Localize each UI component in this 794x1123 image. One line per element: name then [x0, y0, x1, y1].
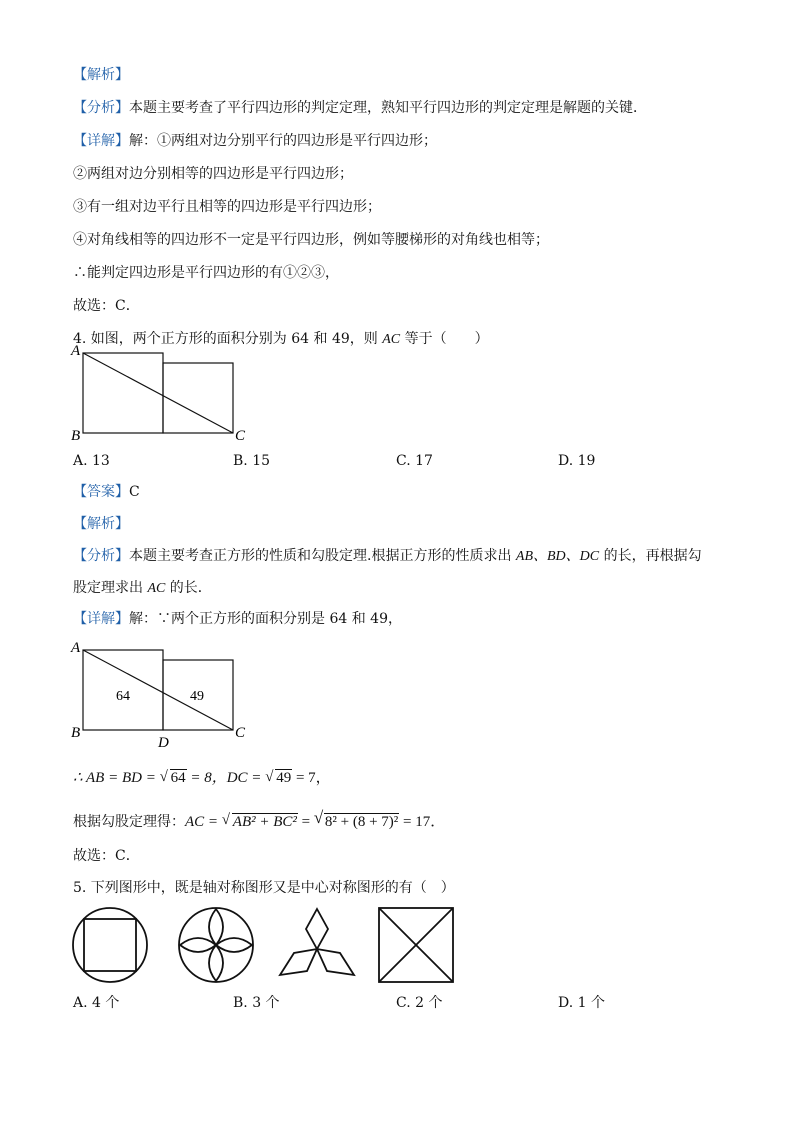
q4-answer [73, 482, 140, 502]
analysis-summary [73, 98, 647, 118]
sqrt-sign-icon: √ [159, 769, 168, 785]
q5-option-b: B. 3 个 [233, 995, 280, 1011]
q4-stem-var: AC [382, 332, 401, 347]
q4-xiangjie-tag: 【详解】 [73, 611, 129, 627]
sqrt-sign-icon: √ [265, 769, 274, 785]
fenxi-tag: 【分析】 [73, 100, 129, 116]
q4-xiangjie-line [73, 609, 402, 629]
q4-stem-pre: 4. 如图，两个正方形的面积分别为 64 和 49，则 [73, 331, 383, 347]
detail-line-5: ∴能判定四边形是平行四边形的有①②③， [73, 265, 339, 281]
small-square [163, 363, 233, 433]
q4-fenxi-line-1 [73, 546, 702, 567]
diagonal-ac [83, 650, 233, 730]
label-a: A [71, 343, 81, 359]
q4-fenxi-text-1a: 本题主要考查正方形的性质和勾股定理.根据正方形的性质求出 [129, 548, 516, 564]
q4-fenxi-text-2a: 股定理求出 [73, 580, 148, 596]
sqrt-numeric [313, 808, 399, 832]
diagonal-ac [83, 353, 233, 433]
analysis-heading: 【解析】 [73, 67, 129, 83]
eq2-ac: AC = [185, 814, 222, 830]
q5-figure-three-rhombi [272, 905, 362, 985]
label-b: B [71, 428, 81, 444]
q4-option-d: D. 19 [558, 453, 596, 469]
fenxi-text: 本题主要考查了平行四边形的判定定理，熟知平行四边形的判定定理是解题的关键． [129, 100, 647, 116]
detail-line-1 [73, 131, 437, 151]
detail-line-2: ②两组对边分别相等的四边形是平行四边形； [73, 166, 353, 182]
eq2-result: = 17． [399, 814, 446, 830]
label-a: A [71, 640, 81, 656]
q4-solution-figure [66, 640, 256, 750]
q5-figure-square-diagonals [376, 905, 456, 985]
label-c: C [235, 725, 246, 741]
q4-equation-1 [73, 768, 331, 788]
q4-option-c: C. 17 [396, 453, 433, 469]
sqrt-sign-icon: √ [313, 808, 324, 827]
answer-value: C [129, 484, 140, 500]
q5-figure-circle-petals [176, 905, 256, 985]
area-64-label: 64 [116, 689, 130, 704]
q4-fenxi-tag: 【分析】 [73, 548, 129, 564]
eq1-part-a: ∴ AB = BD = [73, 770, 160, 786]
q4-option-a: A. 13 [73, 453, 110, 469]
eq2-prefix: 根据勾股定理得： [73, 814, 185, 830]
q5-option-c: C. 2 个 [396, 995, 443, 1011]
q5-option-a: A. 4 个 [73, 995, 120, 1011]
area-49-label: 49 [190, 689, 204, 704]
detail-line-4: ④对角线相等的四边形不一定是平行四边形，例如等腰梯形的对角线也相等； [73, 232, 549, 248]
sqrt-ab-bc [222, 812, 298, 832]
sqrt-49 [265, 768, 292, 788]
sqrt-sign-icon: √ [221, 812, 231, 828]
eq1-part-c: = 7， [292, 770, 331, 786]
q4-fenxi-vars: AB、BD、DC [515, 549, 600, 564]
detail-line-3: ③有一组对边平行且相等的四边形是平行四边形； [73, 199, 381, 215]
q5-option-d: D. 1 个 [558, 995, 605, 1011]
q4-equation-2 [73, 808, 446, 832]
eq1-part-b: = 8，DC = [186, 770, 266, 786]
q4-fenxi-line-2 [73, 578, 212, 599]
q4-figure [66, 342, 256, 444]
detail-text-1: 解：①两组对边分别平行的四边形是平行四边形； [129, 133, 437, 149]
label-c: C [235, 428, 246, 444]
q4-conclusion: 故选：C． [73, 848, 140, 864]
q4-option-b: B. 15 [233, 453, 271, 469]
q4-fenxi-text-2b: 的长． [165, 580, 212, 596]
label-b: B [71, 725, 81, 741]
eq2-equals: = [297, 814, 314, 830]
answer-tag: 【答案】 [73, 484, 129, 500]
q4-fenxi-var-2: AC [147, 581, 166, 596]
detail-line-6: 故选：C． [73, 298, 140, 314]
xiangjie-tag: 【详解】 [73, 133, 129, 149]
q5-figure-circle-square [70, 905, 150, 985]
large-square [83, 353, 163, 433]
sqrt-64 [160, 768, 187, 788]
q4-xiangjie-text: 解：∵两个正方形的面积分别是 64 和 49， [129, 611, 402, 627]
q4-analysis-heading: 【解析】 [73, 516, 129, 532]
sqrt-64-radicand: 64 [170, 770, 186, 786]
label-d: D [158, 735, 169, 750]
q5-stem: 5. 下列图形中，既是轴对称图形又是中心对称图形的有（ ） [73, 880, 455, 896]
q4-stem-post: 等于（ ） [400, 331, 489, 347]
sqrt-numeric-radicand: 8² + (8 + 7)² [324, 814, 399, 830]
q4-fenxi-text-1b: 的长，再根据勾 [599, 548, 702, 564]
sqrt-49-radicand: 49 [276, 770, 292, 786]
sqrt-ab-bc-radicand: AB² + BC² [232, 814, 297, 830]
